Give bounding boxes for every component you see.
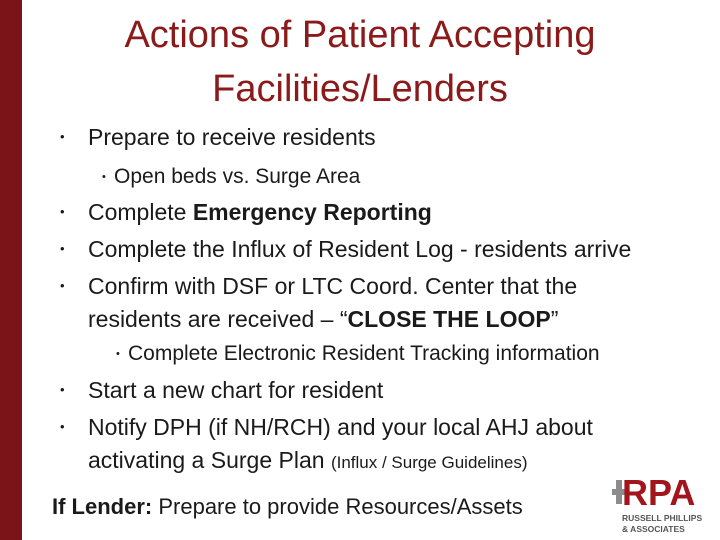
bullet-dot: •	[60, 382, 65, 397]
title-line-2: Facilities/Lenders	[212, 68, 508, 110]
bullet-text-line-1: Confirm with DSF or LTC Coord. Center that the	[88, 273, 578, 299]
bullet-dot: •	[60, 419, 65, 434]
bullet-dot: •	[60, 204, 65, 219]
bullet-text-line-2	[88, 441, 527, 482]
line-2-pre: activating a Surge Plan	[88, 447, 331, 473]
slide-title	[40, 8, 680, 116]
title-line-1: Actions of Patient Accepting	[124, 14, 596, 56]
bullet-dot: •	[60, 129, 65, 144]
bullet-text: Complete the Influx of Resident Log - residents arrive	[88, 236, 632, 262]
bullet-text-line-2	[88, 300, 558, 338]
lender-text: Prepare to provide Resources/Assets	[152, 494, 523, 519]
bullet-dot: •	[116, 348, 120, 360]
bullet-dot: •	[60, 241, 65, 256]
bullet-text-bold: Emergency Reporting	[192, 199, 432, 225]
bullet-text-pre: Complete	[88, 199, 193, 225]
sub-bullet-text: Open beds vs. Surge Area	[114, 165, 361, 188]
logo-mark: RPA	[622, 472, 696, 513]
logo-line-1: RUSSELL PHILLIPS	[622, 513, 703, 523]
line-2-pre: residents are received – “	[88, 306, 348, 332]
line-2-post: ”	[550, 306, 559, 332]
bullet-dot: •	[60, 278, 65, 293]
bullet-text: Start a new chart for resident	[88, 377, 384, 403]
lender-note	[52, 492, 523, 522]
rpa-logo	[612, 470, 716, 538]
bullet-text-line-1: Notify DPH (if NH/RCH) and your local AHJ about	[88, 414, 593, 440]
logo-line-2: & ASSOCIATES	[622, 524, 685, 534]
left-accent-bar	[0, 0, 22, 540]
bullet-dot: •	[102, 171, 106, 183]
bullet-text	[88, 193, 432, 231]
line-2-small: (Influx / Surge Guidelines)	[330, 453, 528, 472]
line-2-bold: CLOSE THE LOOP	[347, 306, 551, 332]
lender-label: If Lender:	[52, 494, 153, 519]
bullet-text: Prepare to receive residents	[88, 124, 376, 150]
sub-bullet-text: Complete Electronic Resident Tracking information	[128, 342, 600, 365]
